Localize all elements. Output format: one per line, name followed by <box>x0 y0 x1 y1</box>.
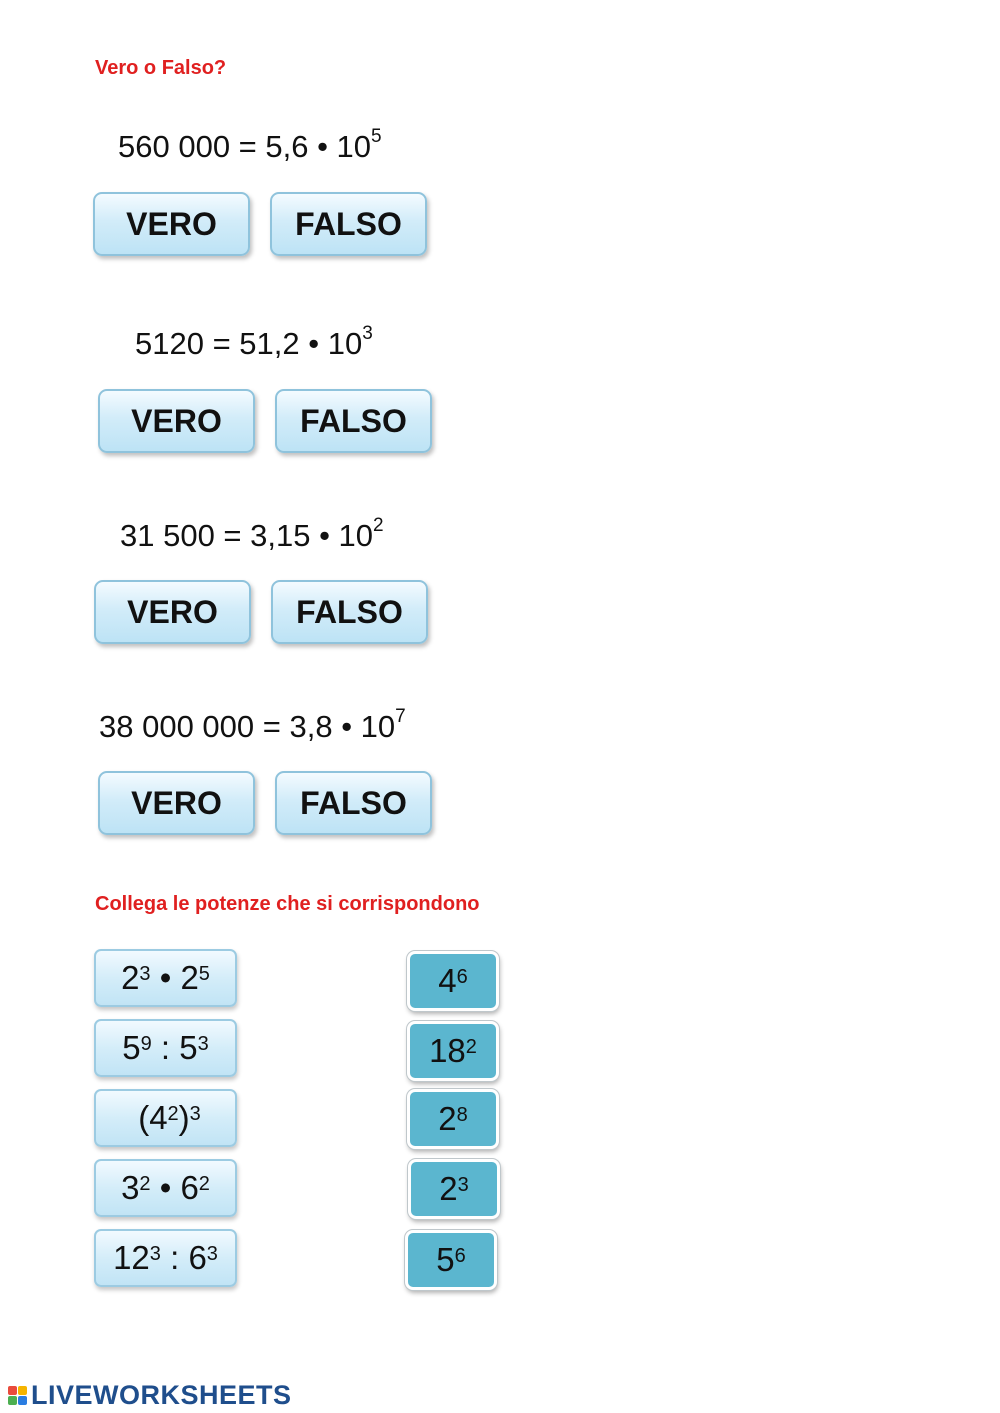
equation-4 <box>99 705 406 745</box>
match-right-1[interactable]: 4 $^6$ <box>407 951 499 1011</box>
match-right-1-base: 4 <box>438 962 457 999</box>
vero-button-3[interactable]: VERO <box>94 580 251 644</box>
vero-button-1[interactable]: VERO <box>93 192 250 256</box>
match-right-3-base: 2 <box>438 1100 457 1137</box>
match-left-4-base2: 6 <box>180 1169 199 1206</box>
match-right-3[interactable]: 2 $^8$ <box>407 1089 499 1149</box>
logo-block-icon <box>18 1386 27 1395</box>
match-left-3[interactable]: (4 $^2$ ) $^3$ <box>94 1089 237 1147</box>
match-left-1-operator: • <box>150 959 181 996</box>
match-left-2-base2: 5 <box>179 1029 198 1066</box>
equation-3-exponent: 2 <box>373 514 384 536</box>
match-left-5-base1: 12 <box>113 1239 150 1276</box>
equation-2-text: 5120 = 51,2 • 10 <box>135 326 363 361</box>
logo-block-icon <box>8 1386 17 1395</box>
match-right-5[interactable]: 5 $^6$ <box>405 1230 497 1290</box>
match-left-2-operator: : <box>151 1029 180 1066</box>
match-left-1-base1: 2 <box>121 959 140 996</box>
equation-1-text: 560 000 = 5,6 • 10 <box>118 129 372 164</box>
falso-button-1[interactable]: FALSO <box>270 192 427 256</box>
match-right-2[interactable]: 18 $^2$ <box>407 1021 499 1081</box>
equation-3 <box>120 514 384 554</box>
match-right-5-base: 5 <box>436 1241 455 1278</box>
equation-4-exponent: 7 <box>395 705 406 727</box>
match-left-5-operator: : <box>160 1239 189 1276</box>
match-left-4[interactable]: 3 $^2$ • 6 $^2$ <box>94 1159 237 1217</box>
match-left-5-base2: 6 <box>188 1239 207 1276</box>
match-left-5[interactable]: 12 $^3$ : 6 $^3$ <box>94 1229 237 1287</box>
match-left-3-base1: (4 <box>138 1099 168 1136</box>
vero-button-2[interactable]: VERO <box>98 389 255 453</box>
match-right-4-base: 2 <box>439 1170 458 1207</box>
falso-button-2[interactable]: FALSO <box>275 389 432 453</box>
match-left-2[interactable]: 5 $^9$ : 5 $^3$ <box>94 1019 237 1077</box>
logo-block-icon <box>8 1396 17 1405</box>
equation-2-exponent: 3 <box>362 322 373 344</box>
vero-falso-title: Vero o Falso? <box>95 57 227 79</box>
vero-button-4[interactable]: VERO <box>98 771 255 835</box>
equation-1-exponent: 5 <box>371 125 382 147</box>
equation-4-text: 38 000 000 = 3,8 • 10 <box>99 709 396 744</box>
match-right-4[interactable]: 2 $^3$ <box>408 1159 500 1219</box>
logo-block-icon <box>18 1396 27 1405</box>
equation-2 <box>135 322 373 362</box>
logo-text: LIVEWORKSHEETS <box>31 1379 292 1410</box>
match-left-1[interactable]: 2 $^3$ • 2 $^5$ <box>94 949 237 1007</box>
match-left-3-operator: ) <box>178 1099 190 1136</box>
equation-3-text: 31 500 = 3,15 • 10 <box>120 518 374 553</box>
match-powers-title: Collega le potenze che si corrispondono <box>95 893 480 915</box>
match-left-4-base1: 3 <box>121 1169 140 1206</box>
equation-1 <box>118 125 382 165</box>
liveworksheets-logo <box>8 1380 292 1410</box>
match-left-1-base2: 2 <box>180 959 199 996</box>
falso-button-4[interactable]: FALSO <box>275 771 432 835</box>
falso-button-3[interactable]: FALSO <box>271 580 428 644</box>
logo-blocks-icon <box>8 1386 27 1405</box>
match-right-2-base: 18 <box>429 1032 466 1069</box>
match-left-4-operator: • <box>150 1169 181 1206</box>
match-left-2-base1: 5 <box>122 1029 141 1066</box>
